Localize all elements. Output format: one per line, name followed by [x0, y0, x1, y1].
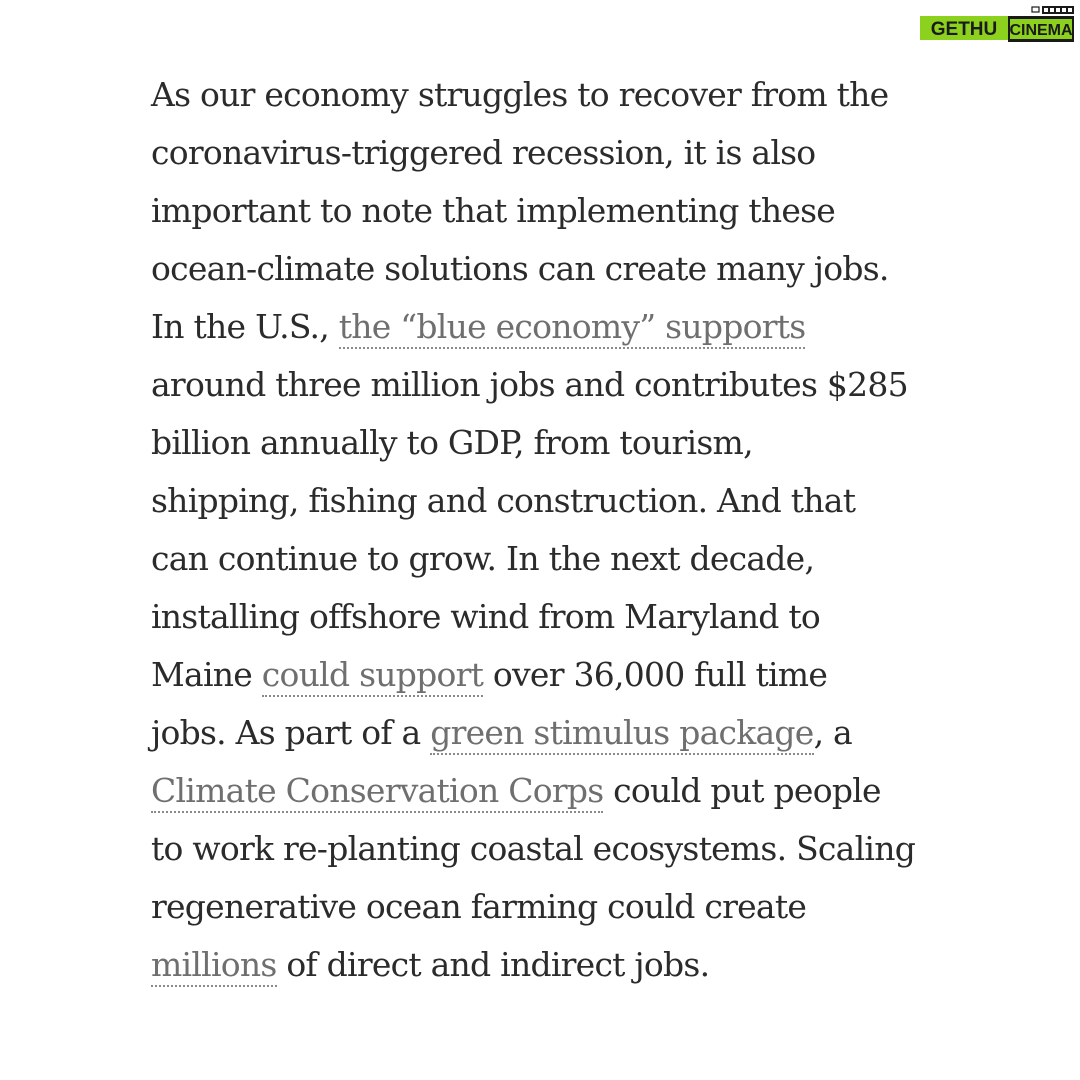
article-text: shipping, fishing and construction. And that — [151, 481, 856, 520]
article-line — [151, 878, 951, 936]
article-text: around three million jobs and contributes $285 — [151, 365, 908, 404]
article-line — [151, 646, 951, 704]
article-line — [151, 414, 951, 472]
article-link[interactable]: the “blue economy” supports — [339, 307, 806, 349]
article-text: over 36,000 full time — [483, 655, 828, 694]
article-line — [151, 704, 951, 762]
article-line — [151, 936, 951, 994]
article-paragraph — [151, 66, 951, 994]
article-line — [151, 472, 951, 530]
gethu-cinema-watermark-logo — [918, 4, 1076, 44]
article-line — [151, 66, 951, 124]
article-text: billion annually to GDP, from tourism, — [151, 423, 753, 462]
article-text: , a — [813, 713, 852, 752]
article-text: jobs. As part of a — [151, 713, 431, 752]
article-text: important to note that implementing these — [151, 191, 836, 230]
article-text: of direct and indirect jobs. — [276, 945, 710, 984]
article-line — [151, 298, 951, 356]
article-text: regenerative ocean farming could create — [151, 887, 807, 926]
article-line — [151, 762, 951, 820]
article-link[interactable]: Climate Conservation Corps — [151, 771, 603, 813]
article-line — [151, 240, 951, 298]
article-line — [151, 820, 951, 878]
watermark-logo-graphic — [918, 4, 1076, 44]
article-text: to work re-planting coastal ecosystems. Scaling — [151, 829, 916, 868]
watermark-text-left: GETHU — [930, 19, 998, 40]
film-camera-icon — [1032, 6, 1074, 14]
article-text: installing offshore wind from Maryland to — [151, 597, 821, 636]
article-text: could put people — [603, 771, 881, 810]
article-text: In the U.S., — [151, 307, 339, 346]
article-line — [151, 356, 951, 414]
watermark-text-right: CINEMA — [1009, 22, 1073, 39]
article-line — [151, 588, 951, 646]
article-link[interactable]: could support — [262, 655, 483, 697]
article-text: coronavirus-triggered recession, it is also — [151, 133, 816, 172]
article-text: Maine — [151, 655, 262, 694]
article-line — [151, 182, 951, 240]
article-text: ocean-climate solutions can create many jobs. — [151, 249, 889, 288]
article-line — [151, 124, 951, 182]
article-link[interactable]: millions — [151, 945, 277, 987]
article-line — [151, 530, 951, 588]
article-link[interactable]: green stimulus package — [430, 713, 813, 755]
article-text: can continue to grow. In the next decade, — [151, 539, 815, 578]
article-text: As our economy struggles to recover from the — [151, 75, 889, 114]
